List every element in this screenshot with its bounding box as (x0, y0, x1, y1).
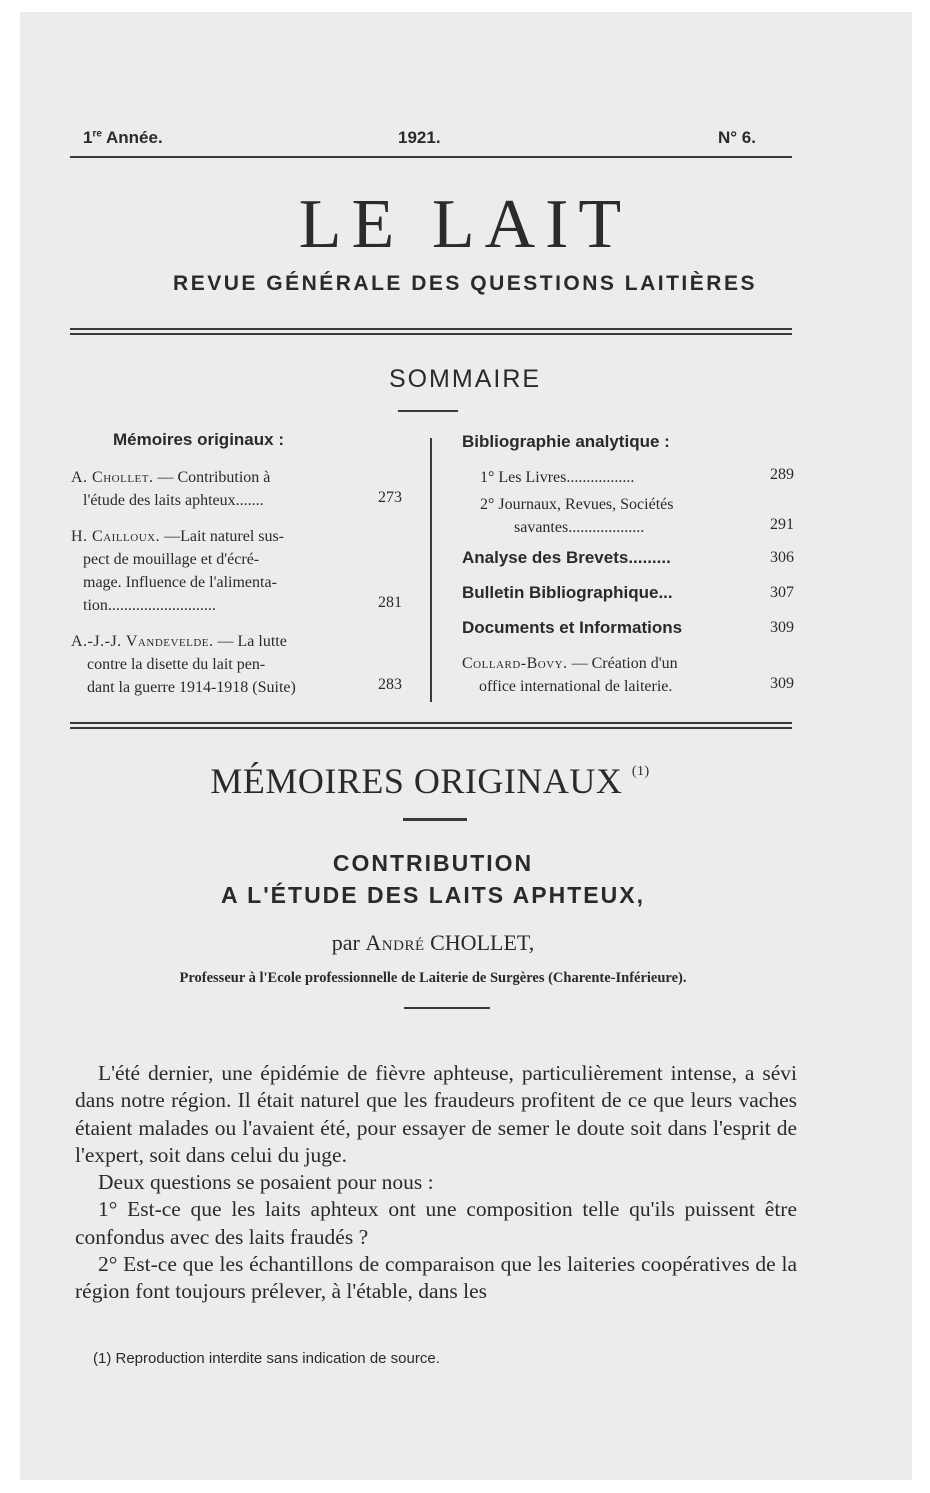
sommaire-divider (398, 410, 458, 412)
toc-page-291: 291 (770, 516, 794, 533)
issue-number: N° 6. (718, 128, 756, 147)
toc-entry-journaux[interactable]: 2° Journaux, Revues, Sociétés savantes................... (480, 496, 674, 536)
toc-column-divider (430, 438, 432, 702)
paragraph: 2° Est-ce que les échantillons de comparaison que les laiteries coopératives de la région font toujours prélever, à l'étable, dans les (75, 1252, 797, 1304)
toc-entry-cailloux[interactable]: H. Cailloux. —Lait naturel sus- pect de mouillage et d'écré- mage. Influence de l'alimenta- tion........................... (71, 528, 285, 614)
toc-page-289: 289 (770, 466, 794, 483)
article-title-line-2: A L'ÉTUDE DES LAITS APHTEUX, (221, 882, 645, 908)
toc-entry-vandevelde[interactable]: A.-J.-J. Vandevelde. — La lutte contre la disette du lait pen- dant la guerre 1914-1918 (Suite) (71, 633, 296, 696)
toc-page-309-documents: 309 (770, 619, 794, 636)
toc-entry-livres[interactable]: 1° Les Livres................. (480, 469, 635, 486)
journal-subtitle: REVUE GÉNÉRALE DES QUESTIONS LAITIÈRES (173, 272, 757, 295)
toc-page-306: 306 (770, 549, 794, 566)
toc-page-273: 273 (378, 489, 402, 506)
journal-title: LE LAIT (298, 186, 632, 263)
masthead-rule-2 (70, 333, 792, 335)
paragraph: 1° Est-ce que les laits aphteux ont une composition telle qu'ils puissent être confondus avec des laits fraudés ? (75, 1197, 797, 1249)
article-title-line-1: CONTRIBUTION (332, 850, 534, 876)
toc-bottom-rule-1 (70, 722, 792, 724)
toc-left-heading: Mémoires originaux : (113, 430, 284, 449)
byline-divider (404, 1007, 490, 1009)
article-body (75, 1060, 797, 1306)
author-affiliation: Professeur à l'Ecole professionnelle de Laiterie de Surgères (Charente-Inférieure). (179, 970, 687, 986)
toc-entry-collard[interactable]: Collard-Bovy. — Création d'un office international de laiterie. (462, 655, 678, 695)
paragraph: L'été dernier, une épidémie de fièvre aphteuse, particulièrement intense, a sévi dans notre région. Il était naturel que les fraudeurs profitent de ce que leurs vaches étaient malades ou l'avaient été, pour essayer de semer le doute soit dans l'esprit de l'expert, soit dans celui du juge. (75, 1061, 797, 1167)
header-rule (70, 156, 792, 158)
toc-right-heading: Bibliographie analytique : (462, 432, 670, 451)
masthead-rule-1 (70, 328, 792, 330)
year-label: 1921. (398, 128, 441, 147)
toc-entry-chollet[interactable]: A. Chollet. — Contribution à l'étude des laits aphteux....... (71, 469, 271, 509)
toc-page-283: 283 (378, 676, 402, 693)
article-byline: par André CHOLLET, (331, 930, 535, 955)
toc-entry-bulletin[interactable]: Bulletin Bibliographique... (462, 583, 673, 602)
section-divider (403, 818, 467, 821)
sommaire-heading: SOMMAIRE (388, 365, 542, 393)
toc-page-309-collard: 309 (770, 675, 794, 692)
paragraph: Deux questions se posaient pour nous : (98, 1170, 434, 1195)
toc-entry-brevets[interactable]: Analyse des Brevets......... (462, 548, 671, 567)
toc-entry-documents[interactable]: Documents et Informations (462, 618, 683, 637)
toc-page-307: 307 (770, 584, 794, 601)
footnote: (1) Reproduction interdite sans indication de source. (93, 1350, 440, 1367)
volume-label: 1re Année. (83, 128, 163, 147)
toc-page-281: 281 (378, 594, 402, 611)
toc-bottom-rule-2 (70, 727, 792, 729)
section-heading: MÉMOIRES ORIGINAUX $^{(1)}$ (210, 761, 650, 801)
